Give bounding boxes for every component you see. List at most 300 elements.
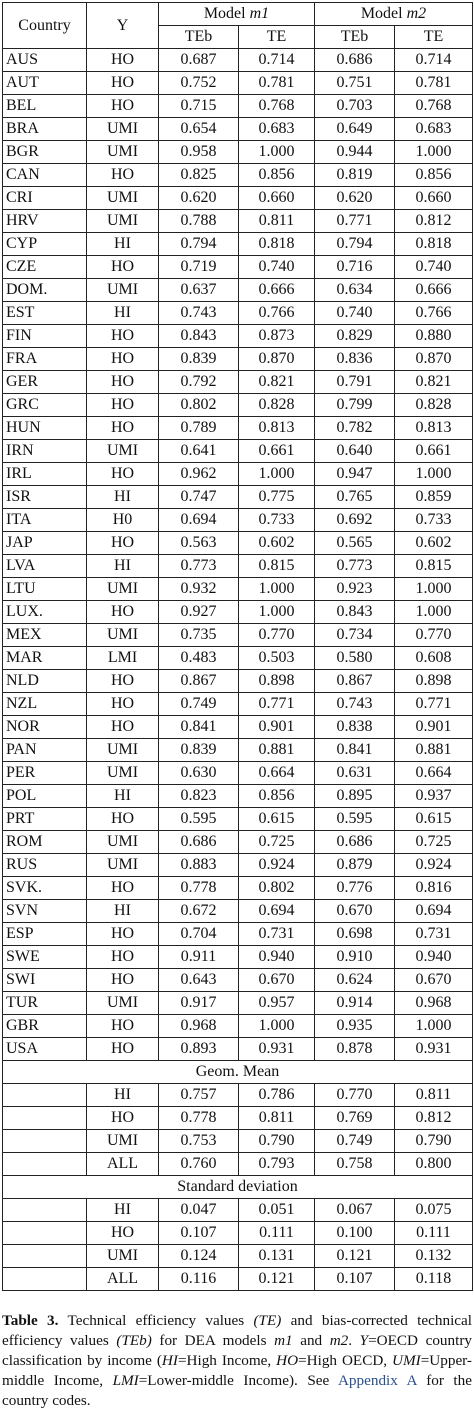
m1-te-cell: 0.664 xyxy=(239,762,315,785)
m2-te-cell: 0.812 xyxy=(395,1107,473,1130)
table-row xyxy=(3,601,473,624)
m1-te-cell: 0.503 xyxy=(239,647,315,670)
table-row xyxy=(3,210,473,233)
country-cell: ROM xyxy=(3,831,87,854)
m1-te-cell: 0.051 xyxy=(239,1199,315,1222)
m1-teb-cell: 0.932 xyxy=(159,578,239,601)
m2-te-cell: 0.602 xyxy=(395,532,473,555)
m1-teb-cell: 0.672 xyxy=(159,900,239,923)
m2-te-cell: 0.771 xyxy=(395,693,473,716)
m1-te-cell: 0.901 xyxy=(239,716,315,739)
table-row xyxy=(3,785,473,808)
country-cell: CYP xyxy=(3,233,87,256)
country-cell: DOM. xyxy=(3,279,87,302)
m1-teb-cell: 0.962 xyxy=(159,463,239,486)
m2-teb-cell: 0.769 xyxy=(315,1107,395,1130)
table-row xyxy=(3,647,473,670)
m2-te-cell: 0.856 xyxy=(395,164,473,187)
caption-text-9: . xyxy=(348,1332,360,1349)
m1-te-cell: 0.898 xyxy=(239,670,315,693)
m2-te-cell: 0.683 xyxy=(395,118,473,141)
m2-teb-cell: 0.595 xyxy=(315,808,395,831)
country-cell: ESP xyxy=(3,923,87,946)
m1-teb-cell: 0.620 xyxy=(159,187,239,210)
std-dev-row xyxy=(3,1268,473,1291)
m1-te-cell: 0.924 xyxy=(239,854,315,877)
m2-te-cell: 0.770 xyxy=(395,624,473,647)
income-class-cell: HO xyxy=(87,394,159,417)
country-cell: BRA xyxy=(3,118,87,141)
std-dev-row xyxy=(3,1199,473,1222)
country-cell: POL xyxy=(3,785,87,808)
m1-te-cell: 0.940 xyxy=(239,946,315,969)
m1-te-cell: 0.802 xyxy=(239,877,315,900)
m1-teb-cell: 0.802 xyxy=(159,394,239,417)
geom-mean-title: Geom. Mean xyxy=(3,1061,473,1084)
country-cell: FRA xyxy=(3,348,87,371)
country-cell: BEL xyxy=(3,95,87,118)
header-m2-teb: TEb xyxy=(315,26,395,49)
m2-teb-cell: 0.751 xyxy=(315,72,395,95)
country-cell: HRV xyxy=(3,210,87,233)
geom-mean-row xyxy=(3,1107,473,1130)
m1-te-cell: 0.818 xyxy=(239,233,315,256)
table-row xyxy=(3,371,473,394)
income-class-cell: HO xyxy=(87,808,159,831)
m1-te-cell: 0.670 xyxy=(239,969,315,992)
m2-te-cell: 0.132 xyxy=(395,1245,473,1268)
m2-te-cell: 1.000 xyxy=(395,601,473,624)
income-class-cell: HO xyxy=(87,1038,159,1061)
m2-te-cell: 0.940 xyxy=(395,946,473,969)
income-class-cell: HO xyxy=(87,923,159,946)
m1-teb-cell: 0.694 xyxy=(159,509,239,532)
m1-te-cell: 0.725 xyxy=(239,831,315,854)
m1-te-cell: 0.881 xyxy=(239,739,315,762)
m2-teb-cell: 0.107 xyxy=(315,1268,395,1291)
efficiency-table xyxy=(2,2,473,1291)
m1-te-cell: 0.957 xyxy=(239,992,315,1015)
m1-te-cell: 1.000 xyxy=(239,578,315,601)
m2-te-cell: 0.901 xyxy=(395,716,473,739)
table-row xyxy=(3,532,473,555)
m2-te-cell: 0.818 xyxy=(395,233,473,256)
m1-teb-cell: 0.743 xyxy=(159,302,239,325)
m2-teb-cell: 0.703 xyxy=(315,95,395,118)
income-class-cell: UMI xyxy=(87,118,159,141)
m1-teb-cell: 0.843 xyxy=(159,325,239,348)
m1-teb-cell: 0.867 xyxy=(159,670,239,693)
m1-te-cell: 1.000 xyxy=(239,1015,315,1038)
table-row xyxy=(3,877,473,900)
m1-te-cell: 0.770 xyxy=(239,624,315,647)
caption-text-13: =High Income, xyxy=(177,1352,277,1369)
group-cell: UMI xyxy=(87,1130,159,1153)
m2-teb-cell: 0.944 xyxy=(315,141,395,164)
m2-teb-cell: 0.895 xyxy=(315,785,395,808)
empty-country-cell xyxy=(3,1268,87,1291)
m2-te-cell: 0.790 xyxy=(395,1130,473,1153)
m1-teb-cell: 0.893 xyxy=(159,1038,239,1061)
country-cell: LTU xyxy=(3,578,87,601)
country-cell: RUS xyxy=(3,854,87,877)
table-row xyxy=(3,900,473,923)
std-dev-row xyxy=(3,1245,473,1268)
m2-te-cell: 0.075 xyxy=(395,1199,473,1222)
std-dev-row xyxy=(3,1222,473,1245)
country-cell: CRI xyxy=(3,187,87,210)
m1-teb-cell: 0.747 xyxy=(159,486,239,509)
m2-te-cell: 0.725 xyxy=(395,831,473,854)
m1-teb-cell: 0.686 xyxy=(159,831,239,854)
m1-te-cell: 0.873 xyxy=(239,325,315,348)
country-cell: GER xyxy=(3,371,87,394)
country-cell: IRL xyxy=(3,463,87,486)
m1-teb-cell: 0.788 xyxy=(159,210,239,233)
country-cell: SVK. xyxy=(3,877,87,900)
income-class-cell: HO xyxy=(87,72,159,95)
empty-country-cell xyxy=(3,1222,87,1245)
country-cell: GRC xyxy=(3,394,87,417)
caption-text-19: =Lower-middle Income). See xyxy=(138,1372,338,1389)
income-class-cell: HO xyxy=(87,532,159,555)
income-class-cell: HO xyxy=(87,946,159,969)
appendix-link[interactable]: Appendix A xyxy=(337,1372,417,1389)
table-row xyxy=(3,762,473,785)
m1-teb-cell: 0.789 xyxy=(159,417,239,440)
caption-text-3: and bias-corrected technical efficiency values xyxy=(2,1312,472,1349)
country-cell: USA xyxy=(3,1038,87,1061)
m2-teb-cell: 0.067 xyxy=(315,1199,395,1222)
income-class-cell: UMI xyxy=(87,739,159,762)
m1-te-cell: 0.811 xyxy=(239,1107,315,1130)
m2-teb-cell: 0.799 xyxy=(315,394,395,417)
m2-te-cell: 0.821 xyxy=(395,371,473,394)
m1-teb-cell: 0.773 xyxy=(159,555,239,578)
m1-teb-cell: 0.654 xyxy=(159,118,239,141)
m2-teb-cell: 0.749 xyxy=(315,1130,395,1153)
geom-mean-row xyxy=(3,1153,473,1176)
geom-mean-row xyxy=(3,1084,473,1107)
header-y: Y xyxy=(87,3,159,49)
m2-teb-cell: 0.947 xyxy=(315,463,395,486)
country-cell: PRT xyxy=(3,808,87,831)
table-container xyxy=(2,2,472,1291)
table-row xyxy=(3,1015,473,1038)
income-class-cell: HO xyxy=(87,693,159,716)
m2-te-cell: 0.768 xyxy=(395,95,473,118)
m1-te-cell: 0.661 xyxy=(239,440,315,463)
table-row xyxy=(3,578,473,601)
header-model-m1 xyxy=(159,3,315,26)
country-cell: NZL xyxy=(3,693,87,716)
m2-teb-cell: 0.838 xyxy=(315,716,395,739)
m2-teb-cell: 0.670 xyxy=(315,900,395,923)
m2-te-cell: 0.931 xyxy=(395,1038,473,1061)
table-row xyxy=(3,992,473,1015)
m1-te-cell: 0.856 xyxy=(239,164,315,187)
m1-teb-cell: 0.595 xyxy=(159,808,239,831)
m1-teb-cell: 0.823 xyxy=(159,785,239,808)
m1-teb-cell: 0.927 xyxy=(159,601,239,624)
country-cell: NOR xyxy=(3,716,87,739)
m2-teb-cell: 0.649 xyxy=(315,118,395,141)
income-class-cell: LMI xyxy=(87,647,159,670)
table-row xyxy=(3,325,473,348)
income-class-cell: UMI xyxy=(87,578,159,601)
income-class-cell: HO xyxy=(87,1015,159,1038)
m2-te-cell: 0.813 xyxy=(395,417,473,440)
empty-country-cell xyxy=(3,1107,87,1130)
m1-teb-cell: 0.637 xyxy=(159,279,239,302)
country-cell: ITA xyxy=(3,509,87,532)
m2-teb-cell: 0.640 xyxy=(315,440,395,463)
income-class-cell: HO xyxy=(87,601,159,624)
std-dev-title-row xyxy=(3,1176,473,1199)
m1-te-cell: 0.731 xyxy=(239,923,315,946)
country-cell: SWE xyxy=(3,946,87,969)
m2-teb-cell: 0.565 xyxy=(315,532,395,555)
caption-y: Y xyxy=(359,1332,369,1349)
table-row xyxy=(3,187,473,210)
table-row xyxy=(3,394,473,417)
table-row xyxy=(3,279,473,302)
m1-te-cell: 0.740 xyxy=(239,256,315,279)
m2-teb-cell: 0.770 xyxy=(315,1084,395,1107)
caption-text-15: =High OECD, xyxy=(298,1352,393,1369)
header-row-1 xyxy=(3,3,473,26)
income-class-cell: UMI xyxy=(87,854,159,877)
header-model-m2-var: m2 xyxy=(406,5,427,22)
m2-teb-cell: 0.771 xyxy=(315,210,395,233)
m2-teb-cell: 0.734 xyxy=(315,624,395,647)
table-row xyxy=(3,808,473,831)
country-cell: MEX xyxy=(3,624,87,647)
m2-teb-cell: 0.867 xyxy=(315,670,395,693)
m2-teb-cell: 0.631 xyxy=(315,762,395,785)
country-cell: FIN xyxy=(3,325,87,348)
m1-teb-cell: 0.841 xyxy=(159,716,239,739)
m1-te-cell: 0.813 xyxy=(239,417,315,440)
country-cell: IRN xyxy=(3,440,87,463)
income-class-cell: HO xyxy=(87,417,159,440)
m1-te-cell: 1.000 xyxy=(239,463,315,486)
empty-country-cell xyxy=(3,1245,87,1268)
table-row xyxy=(3,946,473,969)
m2-teb-cell: 0.791 xyxy=(315,371,395,394)
country-cell: GBR xyxy=(3,1015,87,1038)
table-row xyxy=(3,509,473,532)
income-class-cell: HO xyxy=(87,49,159,72)
header-model-m1-prefix: Model xyxy=(203,5,250,22)
m1-te-cell: 0.870 xyxy=(239,348,315,371)
m2-teb-cell: 0.580 xyxy=(315,647,395,670)
income-class-cell: HO xyxy=(87,877,159,900)
m2-te-cell: 1.000 xyxy=(395,463,473,486)
table-row xyxy=(3,118,473,141)
group-cell: ALL xyxy=(87,1268,159,1291)
m1-te-cell: 0.828 xyxy=(239,394,315,417)
country-cell: CZE xyxy=(3,256,87,279)
m2-teb-cell: 0.765 xyxy=(315,486,395,509)
header-m1-teb: TEb xyxy=(159,26,239,49)
m2-teb-cell: 0.879 xyxy=(315,854,395,877)
country-cell: PER xyxy=(3,762,87,785)
income-class-cell: UMI xyxy=(87,992,159,1015)
income-class-cell: HO xyxy=(87,463,159,486)
m2-te-cell: 0.870 xyxy=(395,348,473,371)
m2-te-cell: 0.766 xyxy=(395,302,473,325)
m1-teb-cell: 0.704 xyxy=(159,923,239,946)
m1-te-cell: 0.790 xyxy=(239,1130,315,1153)
m2-teb-cell: 0.698 xyxy=(315,923,395,946)
country-cell: AUT xyxy=(3,72,87,95)
caption-ho: HO xyxy=(276,1352,299,1369)
m1-teb-cell: 0.047 xyxy=(159,1199,239,1222)
m2-teb-cell: 0.782 xyxy=(315,417,395,440)
table-row xyxy=(3,49,473,72)
m2-teb-cell: 0.743 xyxy=(315,693,395,716)
m1-teb-cell: 0.735 xyxy=(159,624,239,647)
m2-teb-cell: 0.923 xyxy=(315,578,395,601)
income-class-cell: HO xyxy=(87,670,159,693)
m2-te-cell: 0.714 xyxy=(395,49,473,72)
caption-hi: HI xyxy=(161,1352,178,1369)
m1-teb-cell: 0.107 xyxy=(159,1222,239,1245)
m1-teb-cell: 0.715 xyxy=(159,95,239,118)
income-class-cell: HI xyxy=(87,486,159,509)
m1-te-cell: 0.775 xyxy=(239,486,315,509)
caption-text-5: for DEA models xyxy=(151,1332,275,1349)
m1-teb-cell: 0.883 xyxy=(159,854,239,877)
group-cell: HI xyxy=(87,1084,159,1107)
income-class-cell: HO xyxy=(87,164,159,187)
m1-teb-cell: 0.968 xyxy=(159,1015,239,1038)
m1-teb-cell: 0.630 xyxy=(159,762,239,785)
empty-country-cell xyxy=(3,1199,87,1222)
table-row xyxy=(3,348,473,371)
country-cell: BGR xyxy=(3,141,87,164)
m2-te-cell: 0.811 xyxy=(395,1084,473,1107)
m2-teb-cell: 0.740 xyxy=(315,302,395,325)
m2-te-cell: 0.661 xyxy=(395,440,473,463)
group-cell: HO xyxy=(87,1107,159,1130)
m1-te-cell: 0.766 xyxy=(239,302,315,325)
m1-teb-cell: 0.752 xyxy=(159,72,239,95)
m1-teb-cell: 0.116 xyxy=(159,1268,239,1291)
m1-te-cell: 0.666 xyxy=(239,279,315,302)
income-class-cell: HO xyxy=(87,969,159,992)
table-row xyxy=(3,739,473,762)
m2-te-cell: 0.666 xyxy=(395,279,473,302)
income-class-cell: UMI xyxy=(87,279,159,302)
table-row xyxy=(3,440,473,463)
income-class-cell: H0 xyxy=(87,509,159,532)
m2-te-cell: 0.660 xyxy=(395,187,473,210)
m2-teb-cell: 0.843 xyxy=(315,601,395,624)
income-class-cell: HO xyxy=(87,325,159,348)
m2-teb-cell: 0.836 xyxy=(315,348,395,371)
m1-teb-cell: 0.778 xyxy=(159,1107,239,1130)
m1-te-cell: 0.111 xyxy=(239,1222,315,1245)
table-row xyxy=(3,670,473,693)
table-row xyxy=(3,486,473,509)
m1-teb-cell: 0.839 xyxy=(159,739,239,762)
m2-te-cell: 0.664 xyxy=(395,762,473,785)
m1-teb-cell: 0.911 xyxy=(159,946,239,969)
table-row xyxy=(3,831,473,854)
country-cell: SWI xyxy=(3,969,87,992)
income-class-cell: UMI xyxy=(87,141,159,164)
m2-te-cell: 0.733 xyxy=(395,509,473,532)
header-model-m1-var: m1 xyxy=(249,5,270,22)
m1-te-cell: 1.000 xyxy=(239,141,315,164)
income-class-cell: UMI xyxy=(87,762,159,785)
m2-te-cell: 0.781 xyxy=(395,72,473,95)
income-class-cell: HO xyxy=(87,716,159,739)
table-row xyxy=(3,463,473,486)
m2-teb-cell: 0.878 xyxy=(315,1038,395,1061)
m2-te-cell: 0.898 xyxy=(395,670,473,693)
m1-teb-cell: 0.958 xyxy=(159,141,239,164)
caption-lmi: LMI xyxy=(112,1372,139,1389)
header-model-m2 xyxy=(315,3,473,26)
m1-te-cell: 0.733 xyxy=(239,509,315,532)
table-row xyxy=(3,256,473,279)
m1-te-cell: 0.811 xyxy=(239,210,315,233)
country-cell: TUR xyxy=(3,992,87,1015)
header-m2-te: TE xyxy=(395,26,473,49)
m1-teb-cell: 0.124 xyxy=(159,1245,239,1268)
m2-te-cell: 0.670 xyxy=(395,969,473,992)
country-cell: LVA xyxy=(3,555,87,578)
m1-teb-cell: 0.778 xyxy=(159,877,239,900)
income-class-cell: HO xyxy=(87,256,159,279)
m2-te-cell: 0.859 xyxy=(395,486,473,509)
m1-teb-cell: 0.753 xyxy=(159,1130,239,1153)
table-row xyxy=(3,923,473,946)
caption-text-7: and xyxy=(292,1332,330,1349)
table-row xyxy=(3,164,473,187)
m2-teb-cell: 0.829 xyxy=(315,325,395,348)
caption-text-1: Technical efficiency values xyxy=(58,1312,254,1329)
country-cell: MAR xyxy=(3,647,87,670)
table-row xyxy=(3,95,473,118)
m1-teb-cell: 0.760 xyxy=(159,1153,239,1176)
income-class-cell: HI xyxy=(87,555,159,578)
m2-te-cell: 1.000 xyxy=(395,141,473,164)
m2-te-cell: 0.694 xyxy=(395,900,473,923)
m2-teb-cell: 0.624 xyxy=(315,969,395,992)
m2-te-cell: 0.800 xyxy=(395,1153,473,1176)
income-class-cell: HI xyxy=(87,785,159,808)
table-row xyxy=(3,854,473,877)
caption-label: Table 3. xyxy=(2,1312,59,1329)
table-row xyxy=(3,693,473,716)
country-cell: NLD xyxy=(3,670,87,693)
geom-mean-title-row xyxy=(3,1061,473,1084)
income-class-cell: HI xyxy=(87,302,159,325)
group-cell: UMI xyxy=(87,1245,159,1268)
m2-te-cell: 0.815 xyxy=(395,555,473,578)
m2-te-cell: 0.615 xyxy=(395,808,473,831)
m2-te-cell: 1.000 xyxy=(395,578,473,601)
m1-teb-cell: 0.917 xyxy=(159,992,239,1015)
income-class-cell: UMI xyxy=(87,187,159,210)
m1-te-cell: 0.694 xyxy=(239,900,315,923)
m1-te-cell: 0.714 xyxy=(239,49,315,72)
m2-te-cell: 1.000 xyxy=(395,1015,473,1038)
